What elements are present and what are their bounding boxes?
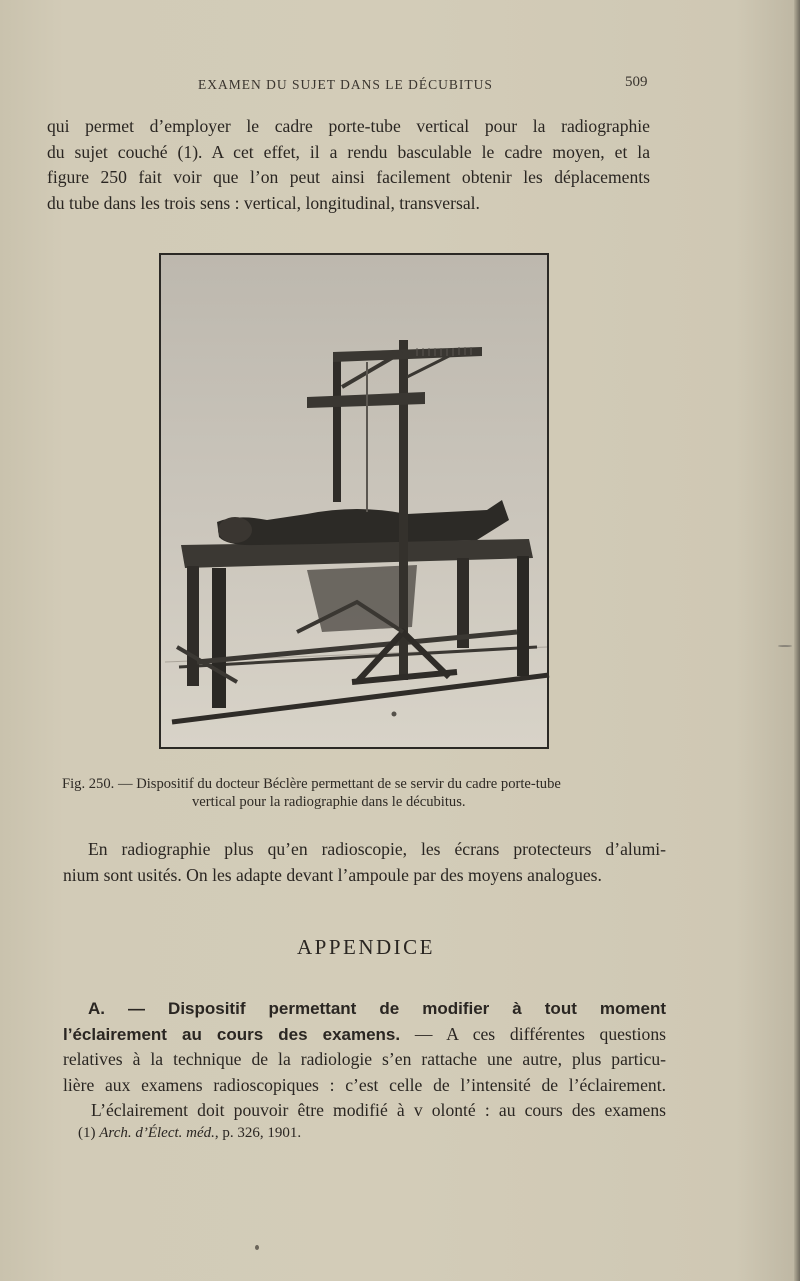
intro-line: figure 250 fait voir que l’on peut ainsi facilement obtenir les déplacements (47, 167, 650, 187)
section-heading-cont: l’éclairement au cours des examens. (63, 1024, 401, 1044)
appendix-title: APPENDICE (297, 935, 436, 959)
page-number: 509 (625, 74, 648, 90)
caption-line: Fig. 250. — Dispositif du docteur Béclère permettant de se servir du cadre porte-tube (62, 776, 561, 792)
page-edge-shadow (794, 0, 800, 1281)
appendix-section-a (63, 996, 666, 1124)
paragraph-line: En radiographie plus qu’en radioscopie, les écrans protecteurs d’alumi- (88, 839, 666, 859)
footnote-marker: (1) (78, 1125, 100, 1141)
section-line: relatives à la technique de la radiologie s’en rattache une autre, plus particu- (63, 1049, 666, 1069)
section-line: L’éclairement doit pouvoir être modifié à v olonté : au cours des examens (91, 1100, 666, 1120)
paper-mark (778, 645, 792, 647)
footnote-source: Arch. d’Élect. méd. (99, 1125, 215, 1141)
section-heading: A. — Dispositif permettant de modifier à tout moment (88, 999, 666, 1018)
section-heading-line (63, 1022, 666, 1048)
second-paragraph (63, 837, 666, 888)
figure-250-photograph (157, 252, 553, 752)
paper-speck (255, 1245, 259, 1250)
intro-line: du tube dans les trois sens : vertical, longitudinal, transversal. (47, 192, 480, 213)
footnote (78, 1125, 301, 1142)
running-head: EXAMEN DU SUJET DANS LE DÉCUBITUS (198, 77, 493, 92)
figure-caption (62, 775, 662, 811)
intro-paragraph (47, 114, 650, 216)
intro-line: du sujet couché (1). A cet effet, il a rendu basculable le cadre moyen, et la (47, 141, 650, 162)
intro-line: qui permet d’employer le cadre porte-tube vertical pour la radiographie (47, 116, 650, 136)
paragraph-line: nium sont usités. On les adapte devant l’ampoule par des moyens analogues. (63, 864, 602, 885)
section-text: — A ces différentes questions (400, 1023, 667, 1044)
footnote-rest: , p. 326, 1901. (214, 1125, 302, 1141)
caption-line: vertical pour la radiographie dans le décubitus. (192, 794, 466, 810)
section-line: lière aux examens radioscopiques : c’est celle de l’intensité de l’éclairement. (63, 1074, 666, 1095)
